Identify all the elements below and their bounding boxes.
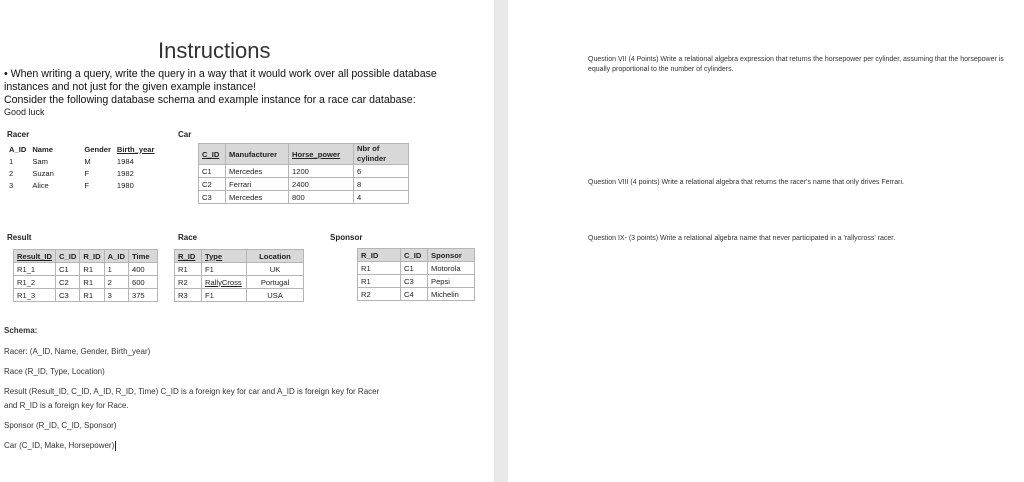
table-cell: Sam: [32, 156, 48, 166]
table-cell: R2: [358, 288, 401, 301]
table-cell: 1984: [116, 156, 134, 166]
table-cell: Alice: [32, 180, 49, 190]
table-cell: 8: [354, 178, 409, 191]
schema-result-line1: Result (Result_ID, C_ID, A_ID, R_ID, Time) C_ID is a foreign key for car and A_ID is foreign key for Racer: [4, 387, 380, 396]
result-col-header: Time: [128, 250, 157, 263]
table-cell: R1: [175, 263, 202, 276]
table-cell: 1980: [116, 180, 134, 190]
page-gutter: [494, 0, 508, 482]
table-cell: Ferrari: [226, 178, 289, 191]
table-cell: 3: [9, 180, 14, 190]
page-title: Instructions: [158, 38, 271, 63]
table-row: [6, 155, 160, 167]
schema-car[interactable]: [4, 441, 116, 451]
table-cell: 3: [104, 289, 128, 302]
table-cell: C2: [199, 178, 226, 191]
table-cell: 1: [104, 263, 128, 276]
table-cell: Pepsi: [428, 275, 475, 288]
table-row: [199, 191, 409, 204]
car-col-header: C_ID: [199, 144, 226, 165]
table-row: [14, 276, 158, 289]
table-row: [175, 289, 304, 302]
table-cell: C1: [401, 262, 428, 275]
car-col-header: Horse_power: [289, 144, 354, 165]
table-cell: R1_3: [14, 289, 56, 302]
good-luck-text: Good luck: [4, 107, 45, 117]
question-vii: Question VII (4 Points) Write a relational algebra expression that returns the horsepower per cylinder, assuming that the horsepower is equally proportional to the number of cylinders.: [588, 56, 1004, 73]
table-cell: C2: [56, 276, 80, 289]
table-cell: C3: [56, 289, 80, 302]
table-cell: F1: [202, 289, 247, 302]
table-row: [358, 275, 475, 288]
table-cell: Suzan: [32, 168, 54, 178]
table-cell: R1: [80, 276, 104, 289]
table-cell: Motorola: [428, 262, 475, 275]
table-cell: 2: [9, 168, 14, 178]
table-cell: C1: [199, 165, 226, 178]
table-cell: R1_1: [14, 263, 56, 276]
race-col-header: R_ID: [175, 250, 202, 263]
intro-text[interactable]: [4, 68, 484, 107]
schema-result-line2: and R_ID is a foreign key for Race.: [4, 401, 129, 410]
result-label: Result: [7, 233, 32, 242]
car-label: Car: [178, 130, 192, 139]
table-cell: Mercedes: [226, 165, 289, 178]
table-cell: R2: [175, 276, 202, 289]
race-col-header: Location: [247, 250, 304, 263]
car-col-header: Nbr of cylinder: [354, 144, 409, 165]
result-col-header: C_ID: [56, 250, 80, 263]
schema-racer: Racer: (A_ID, Name, Gender, Birth_year): [4, 347, 151, 356]
intro-bullet: • When writing a query, write the query in a way that it would work over all possible database instances and not just for the given example instance!: [4, 68, 437, 93]
racer-col-header: Name: [32, 144, 53, 154]
table-cell: R1: [80, 263, 104, 276]
car-table[interactable]: [198, 143, 409, 204]
table-cell: 1982: [116, 168, 134, 178]
result-col-header: Result_ID: [14, 250, 56, 263]
table-cell: C1: [56, 263, 80, 276]
table-row: [358, 288, 475, 301]
table-row: [6, 179, 160, 191]
schema-heading: Schema:: [4, 326, 38, 335]
table-cell: C3: [199, 191, 226, 204]
table-cell: R1: [358, 262, 401, 275]
table-row: [14, 289, 158, 302]
table-cell: F: [84, 168, 89, 178]
table-cell: R1: [80, 289, 104, 302]
table-row: [199, 165, 409, 178]
sponsor-col-header: Sponsor: [428, 249, 475, 262]
racer-label: Racer: [7, 130, 30, 139]
table-cell: 6: [354, 165, 409, 178]
table-cell: M: [84, 156, 91, 166]
table-cell: 4: [354, 191, 409, 204]
table-cell: R1: [358, 275, 401, 288]
table-cell: UK: [247, 263, 304, 276]
race-label: Race: [178, 233, 198, 242]
schema-sponsor: Sponsor (R_ID, C_ID, Sponsor): [4, 421, 117, 430]
racer-table[interactable]: [6, 143, 160, 191]
table-cell: 800: [289, 191, 354, 204]
table-cell: Portugal: [247, 276, 304, 289]
table-cell: 2400: [289, 178, 354, 191]
race-col-header: Type: [202, 250, 247, 263]
schema-car-text: Car (C_ID, Make, Horsepower): [4, 441, 115, 451]
table-cell: 400: [128, 263, 157, 276]
table-cell: C4: [401, 288, 428, 301]
car-col-header: Manufacturer: [226, 144, 289, 165]
table-row: [358, 262, 475, 275]
table-row: [14, 263, 158, 276]
question-viii: Question VIII (4 points) Write a relational algebra that returns the racer's name that only drives Ferrari.: [588, 179, 904, 186]
table-cell: Michelin: [428, 288, 475, 301]
racer-col-header: Birth_year: [116, 144, 155, 154]
text-cursor: [115, 441, 116, 451]
table-cell: F1: [202, 263, 247, 276]
table-cell: 600: [128, 276, 157, 289]
table-cell: 1200: [289, 165, 354, 178]
result-col-header: A_ID: [104, 250, 128, 263]
schema-race: Race (R_ID, Type, Location): [4, 367, 105, 376]
table-cell: 2: [104, 276, 128, 289]
table-row: [175, 276, 304, 289]
racer-col-header: A_ID: [9, 144, 27, 154]
table-row: [175, 263, 304, 276]
table-cell: C3: [401, 275, 428, 288]
result-table[interactable]: [13, 249, 158, 302]
table-cell: F: [84, 180, 89, 190]
table-cell: 375: [128, 289, 157, 302]
sponsor-col-header: C_ID: [401, 249, 428, 262]
result-col-header: R_ID: [80, 250, 104, 263]
racer-col-header: Gender: [84, 144, 111, 154]
race-table[interactable]: [174, 249, 304, 302]
intro-consider: Consider the following database schema and example instance for a race car database:: [4, 94, 416, 106]
sponsor-table[interactable]: [357, 248, 475, 301]
table-row: [199, 178, 409, 191]
table-row: [6, 167, 160, 179]
table-cell: Mercedes: [226, 191, 289, 204]
sponsor-col-header: R_ID: [358, 249, 401, 262]
sponsor-label: Sponsor: [330, 233, 363, 242]
table-cell: R1_2: [14, 276, 56, 289]
question-ix: Question IX- (3 points) Write a relational algebra name that never participated in a 'rallycross' racer.: [588, 235, 896, 242]
table-cell: USA: [247, 289, 304, 302]
table-cell: RallyCross: [202, 276, 247, 289]
table-cell: R3: [175, 289, 202, 302]
table-cell: 1: [9, 156, 14, 166]
